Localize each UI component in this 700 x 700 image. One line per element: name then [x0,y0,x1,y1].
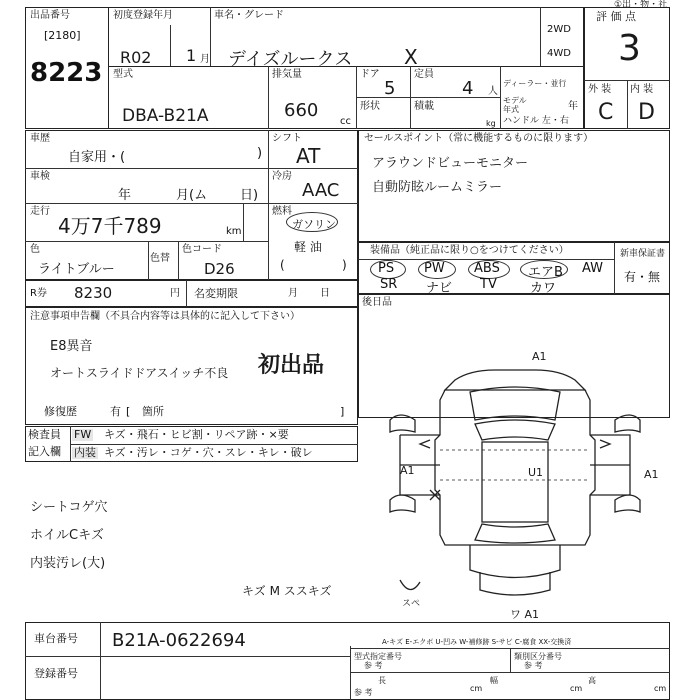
mark-left: A1 [400,464,415,477]
handwritten-note-4: キズ M ススキズ [242,584,332,598]
mileage-value: 4万7千789 [58,214,162,238]
equip-airbag: エアB [528,265,563,280]
repair-place: [ [126,405,131,418]
type-spec-label: 型式指定番号 [354,652,402,661]
interior-items-label: 内装 [74,446,96,459]
divider [25,241,268,242]
car-diagram [360,340,670,625]
loading-unit: kg [486,119,496,128]
divider [243,203,244,241]
shift-value: AT [296,144,321,168]
divider [170,25,171,67]
capacity-label: 定員 [414,69,434,80]
repair-place-unit: 箇所 [142,405,164,418]
reg-month-unit: 月 [200,54,210,65]
divider [350,672,670,673]
car-name: デイズルークス [228,49,353,70]
reg-label: 初度登録年月 [113,10,173,21]
recycle-value: 8230 [74,284,113,302]
notes-label: 注意事項申告欄（不具合内容等は具体的に記入して下さい） [30,311,300,322]
divider [25,203,358,204]
gojitsu-label: 後日品 [362,297,392,308]
equip-abs: ABS [474,261,500,276]
divider [627,80,628,129]
first-listing: 初出品 [258,353,325,378]
sales-label: セールスポイント（常に機能するものに限ります） [364,133,594,144]
fuel-paren-close: ) [342,258,347,272]
divider [614,242,615,294]
year-unit: 年 [568,101,578,112]
loading-label: 積載 [414,101,434,112]
lot-label: 出品番号 [30,10,70,21]
dim-sanko: 参 考 [354,688,373,697]
sales-point-1: アラウンドビューモニター [372,156,529,171]
divider [186,280,187,307]
equip-sr: SR [380,277,398,292]
width-unit: cm [570,684,583,693]
mileage-label: 走行 [30,206,50,217]
class-label: 類別区分番号 [514,652,562,661]
auction-code: [2180] [44,29,81,42]
drive-4wd: 4WD [547,48,571,59]
mark-bottom: ワ A1 [510,608,540,621]
grade: X [404,45,418,69]
divider [410,66,411,97]
reg-month: 1 [186,46,197,65]
notes-line-1: E8異音 [50,339,93,354]
legend: A-キズ E-エクボ U-凹み W-補修跡 S-サビ C-腐食 XX-交換済 [382,638,572,646]
fuel-label: 燃料 [272,206,292,217]
divider [510,648,511,672]
mark-right: A1 [644,468,659,481]
equip-navi: ナビ [426,281,453,296]
divider [350,646,351,700]
door-value: 5 [384,78,396,99]
history-label: 車歴 [30,133,50,144]
divider [178,241,179,280]
displacement-value: 660 [284,100,319,121]
height-unit: cm [654,684,667,693]
repair-label: 修復歴 [44,405,77,418]
shift-label: シフト [272,133,302,144]
lot-number: 8223 [30,58,103,88]
interior-label: 内 装 [630,84,654,95]
capacity-unit: 人 [488,86,498,97]
model-label: 車名・グレード [214,10,284,21]
color-value: ライトブルー [38,262,115,277]
chassis-label: 車台番号 [34,632,78,645]
recycle-label: R券 [30,288,47,299]
mileage-unit: km [226,226,242,237]
equip-pw: PW [424,261,445,276]
fw-label: FW [74,428,92,441]
inspector-label-2: 記入欄 [28,445,61,458]
divider [540,7,541,67]
divider [25,656,350,657]
fuel-gas: ガソリン [292,218,336,231]
type-spec-sanko: 参 考 [364,661,383,670]
exterior-label: 外 装 [588,84,612,95]
divider [410,97,411,129]
color-code-label: 色コード [182,244,222,255]
notes-line-2: オートスライドドアスイッチ不良 [50,366,229,380]
equipment-label: 装備品（純正品に限り○をつけてください） [370,245,569,256]
interior-items: キズ・汚レ・コゲ・穴・スレ・キレ・破レ [104,446,313,459]
divider [100,622,101,700]
shape-label: 形状 [360,101,380,112]
inspection-day: 日) [240,188,259,203]
capacity-value: 4 [462,78,474,99]
height-label: 高 [588,676,596,685]
meigi-label: 名変期限 [194,287,238,300]
color-label: 色 [30,244,40,255]
dealer-label: ディーラー・並行 [503,79,567,88]
inspector-label-1: 検査員 [28,428,61,441]
score-label: 評 価 点 [596,10,636,23]
displacement-label: 排気量 [272,69,302,80]
divider [356,97,500,98]
warranty-label: 新車保証書 [620,249,666,259]
length-unit: cm [470,684,483,693]
history-value: 自家用・( [68,150,126,165]
divider [210,7,211,67]
divider [268,66,269,129]
divider [70,444,358,445]
score-value: 3 [618,28,641,69]
repair-yes: 有 [110,405,121,418]
equip-ps: PS [378,261,395,276]
length-label: 長 [378,676,386,685]
door-label: ドア [360,69,380,80]
repair-close: ] [340,405,345,418]
handwritten-note-2: ホイルCキズ [30,528,104,543]
meigi-month: 月 [288,288,298,299]
top-right-mark: ①出・物・社 [614,0,668,10]
width-label: 幅 [490,676,498,685]
chassis-value: B21A-0622694 [112,630,246,651]
model-year-label: モデル年式 [503,96,527,114]
equip-aw: AW [582,261,604,276]
divider [25,168,358,169]
divider [268,130,269,280]
fuel-diesel: 軽 油 [294,240,322,254]
fw-items: キズ・飛石・ヒビ割・リペア跡・×要 [104,428,289,441]
inspection-month: 月(ム [176,188,208,203]
exterior-grade: C [598,100,614,125]
fuel-paren: ( [280,258,285,272]
drive-2wd: 2WD [547,24,571,35]
type-label: 型式 [113,69,133,80]
mark-corner: スペ [402,599,421,609]
divider [500,66,501,129]
reg-era: R02 [120,48,152,67]
recycle-yen: 円 [170,288,180,299]
handle-label: ハンドル 左・右 [503,116,569,126]
inspection-label: 車検 [30,171,50,182]
divider [148,241,149,280]
handwritten-note-3: 内装汚レ(大) [30,556,106,571]
inspection-year: 年 [118,188,132,203]
warranty-value: 有・無 [624,270,661,284]
meigi-day: 日 [320,288,330,299]
ac-value: AAC [302,180,340,201]
type-value: DBA-B21A [122,106,209,126]
color-change-label: 色替 [150,253,170,264]
history-close: ) [257,146,263,161]
color-code-value: D26 [204,260,235,278]
equip-tv: TV [480,277,497,292]
mark-center: U1 [528,466,544,479]
fuel-gas-circle [286,212,338,232]
class-sanko: 参 考 [524,661,543,670]
sales-point-2: 自動防眩ルームミラー [372,180,503,195]
equip-leather: カワ [530,281,557,296]
interior-grade: D [638,100,655,125]
ac-label: 冷房 [272,171,292,182]
mark-top: A1 [532,350,547,363]
displacement-unit: cc [340,116,351,127]
reg-no-label: 登録番号 [34,667,78,680]
handwritten-note-1: シートコゲ穴 [30,500,108,515]
